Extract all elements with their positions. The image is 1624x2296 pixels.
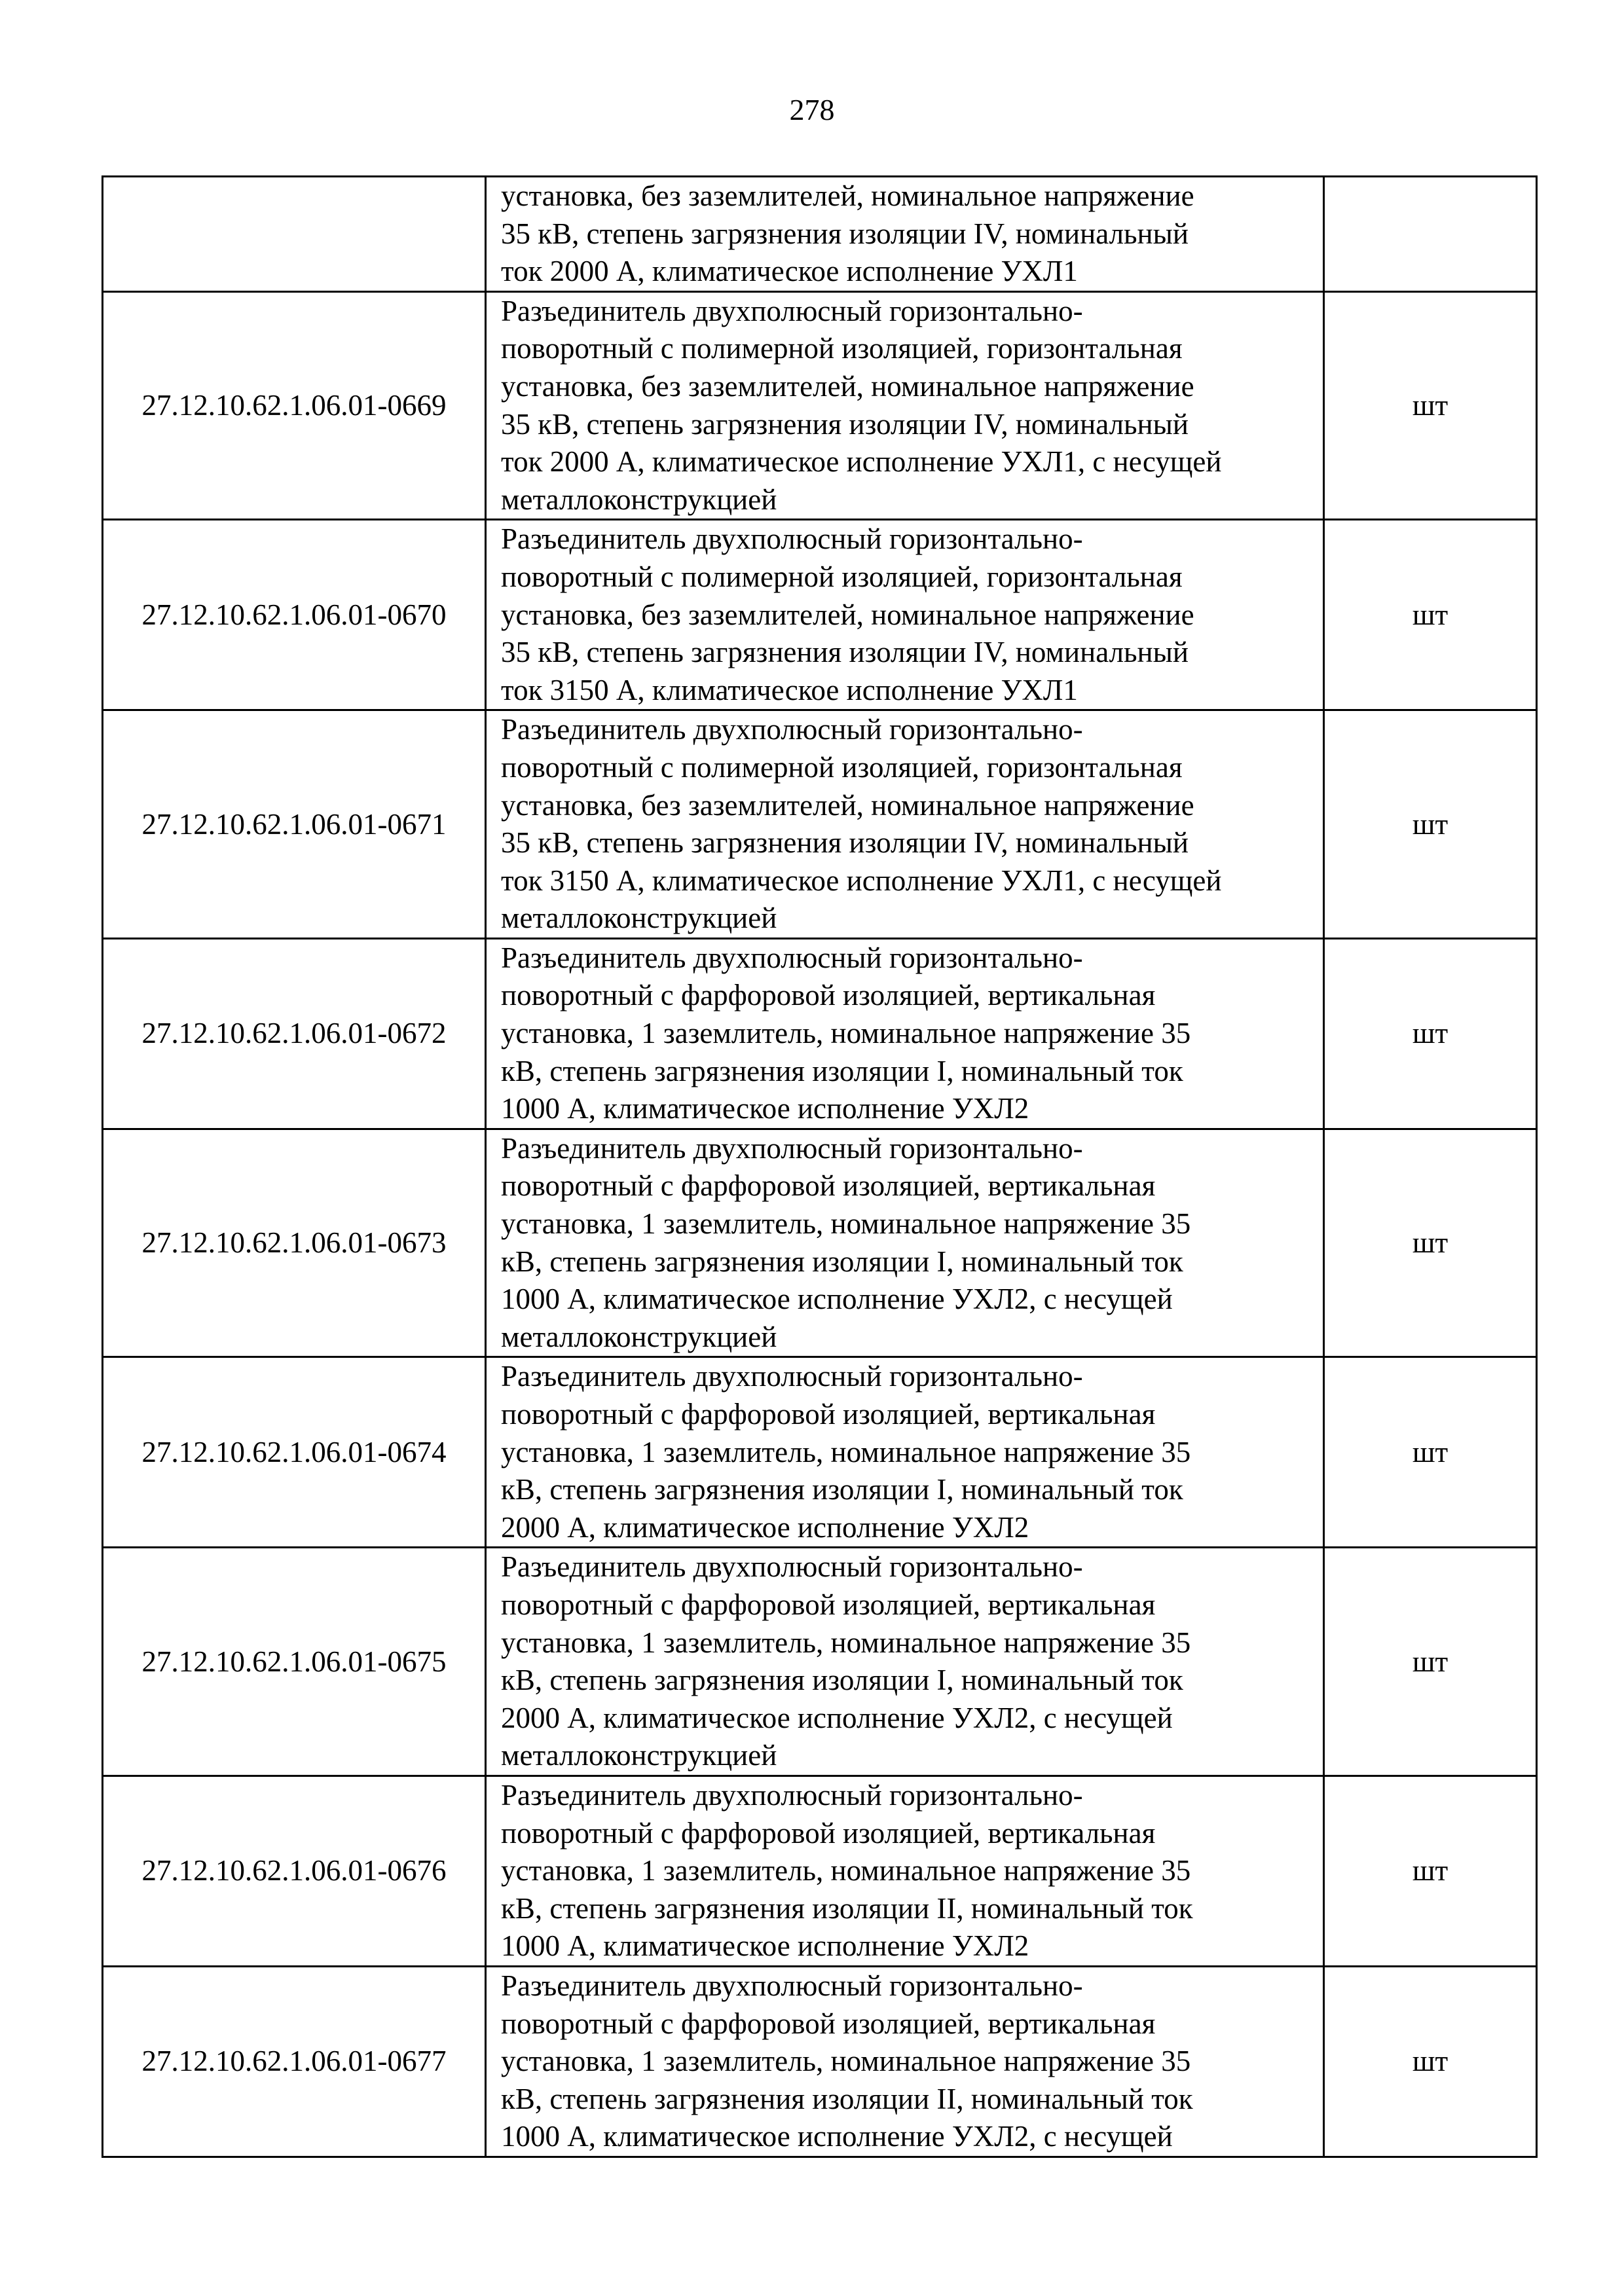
table-row xyxy=(103,938,1537,1129)
resource-description: Разъединитель двухполюсный горизонтально- поворотный с фарфоровой изоляцией, вертикальная установка, 1 заземлитель, номинальное напряжение 35 кВ, степень загрязнения изоляции II, номинальный ток 1000 А, климатическое исполнение УХЛ2 xyxy=(486,1776,1324,1966)
specification-table xyxy=(101,175,1538,2158)
table-row xyxy=(103,291,1537,520)
resource-code: 27.12.10.62.1.06.01-0672 xyxy=(103,938,486,1129)
resource-description: Разъединитель двухполюсный горизонтально- поворотный с фарфоровой изоляцией, вертикальная установка, 1 заземлитель, номинальное напряжение 35 кВ, степень загрязнения изоляции II, номинальный ток 1000 А, климатическое исполнение УХЛ2, с несущей xyxy=(486,1966,1324,2157)
unit-of-measure xyxy=(1324,177,1537,292)
resource-code: 27.12.10.62.1.06.01-0670 xyxy=(103,520,486,710)
resource-description: Разъединитель двухполюсный горизонтально- поворотный с фарфоровой изоляцией, вертикальная установка, 1 заземлитель, номинальное напряжение 35 кВ, степень загрязнения изоляции I, номинальный ток 2000 А, климатическое исполнение УХЛ2, с несущей металлоконструкцией xyxy=(486,1548,1324,1776)
resource-code: 27.12.10.62.1.06.01-0677 xyxy=(103,1966,486,2157)
unit-of-measure: шт xyxy=(1324,1776,1537,1966)
resource-code: 27.12.10.62.1.06.01-0675 xyxy=(103,1548,486,1776)
unit-of-measure: шт xyxy=(1324,520,1537,710)
page-number: 278 xyxy=(789,93,835,126)
resource-code: 27.12.10.62.1.06.01-0674 xyxy=(103,1357,486,1548)
resource-description: Разъединитель двухполюсный горизонтально- поворотный с полимерной изоляцией, горизонтальная установка, без заземлителей, номинальное напряжение 35 кВ, степень загрязнения изоляции IV, номинальный ток 3150 А, климатическое исполнение УХЛ1 xyxy=(486,520,1324,710)
resource-description: установка, без заземлителей, номинальное напряжение 35 кВ, степень загрязнения изоляции IV, номинальный ток 2000 А, климатическое исполнение УХЛ1 xyxy=(486,177,1324,292)
unit-of-measure: шт xyxy=(1324,1966,1537,2157)
table-row xyxy=(103,1776,1537,1966)
resource-description: Разъединитель двухполюсный горизонтально- поворотный с фарфоровой изоляцией, вертикальная установка, 1 заземлитель, номинальное напряжение 35 кВ, степень загрязнения изоляции I, номинальный ток 2000 А, климатическое исполнение УХЛ2 xyxy=(486,1357,1324,1548)
table-row xyxy=(103,520,1537,710)
unit-of-measure: шт xyxy=(1324,1129,1537,1357)
unit-of-measure: шт xyxy=(1324,938,1537,1129)
unit-of-measure: шт xyxy=(1324,291,1537,520)
unit-of-measure: шт xyxy=(1324,710,1537,939)
resource-description: Разъединитель двухполюсный горизонтально- поворотный с фарфоровой изоляцией, вертикальная установка, 1 заземлитель, номинальное напряжение 35 кВ, степень загрязнения изоляции I, номинальный ток 1000 А, климатическое исполнение УХЛ2, с несущей металлоконструкцией xyxy=(486,1129,1324,1357)
resource-description: Разъединитель двухполюсный горизонтально- поворотный с полимерной изоляцией, горизонтальная установка, без заземлителей, номинальное напряжение 35 кВ, степень загрязнения изоляции IV, номинальный ток 2000 А, климатическое исполнение УХЛ1, с несущей металлоконструкцией xyxy=(486,291,1324,520)
table-row xyxy=(103,1548,1537,1776)
resource-code: 27.12.10.62.1.06.01-0676 xyxy=(103,1776,486,1966)
table-row xyxy=(103,1129,1537,1357)
table-row xyxy=(103,1357,1537,1548)
resource-code xyxy=(103,177,486,292)
unit-of-measure: шт xyxy=(1324,1357,1537,1548)
resource-description: Разъединитель двухполюсный горизонтально- поворотный с полимерной изоляцией, горизонтальная установка, без заземлителей, номинальное напряжение 35 кВ, степень загрязнения изоляции IV, номинальный ток 3150 А, климатическое исполнение УХЛ1, с несущей металлоконструкцией xyxy=(486,710,1324,939)
resource-code: 27.12.10.62.1.06.01-0673 xyxy=(103,1129,486,1357)
resource-code: 27.12.10.62.1.06.01-0671 xyxy=(103,710,486,939)
unit-of-measure: шт xyxy=(1324,1548,1537,1776)
table-row xyxy=(103,177,1537,292)
resource-code: 27.12.10.62.1.06.01-0669 xyxy=(103,291,486,520)
table-row xyxy=(103,710,1537,939)
table-row xyxy=(103,1966,1537,2157)
resource-description: Разъединитель двухполюсный горизонтально- поворотный с фарфоровой изоляцией, вертикальная установка, 1 заземлитель, номинальное напряжение 35 кВ, степень загрязнения изоляции I, номинальный ток 1000 А, климатическое исполнение УХЛ2 xyxy=(486,938,1324,1129)
